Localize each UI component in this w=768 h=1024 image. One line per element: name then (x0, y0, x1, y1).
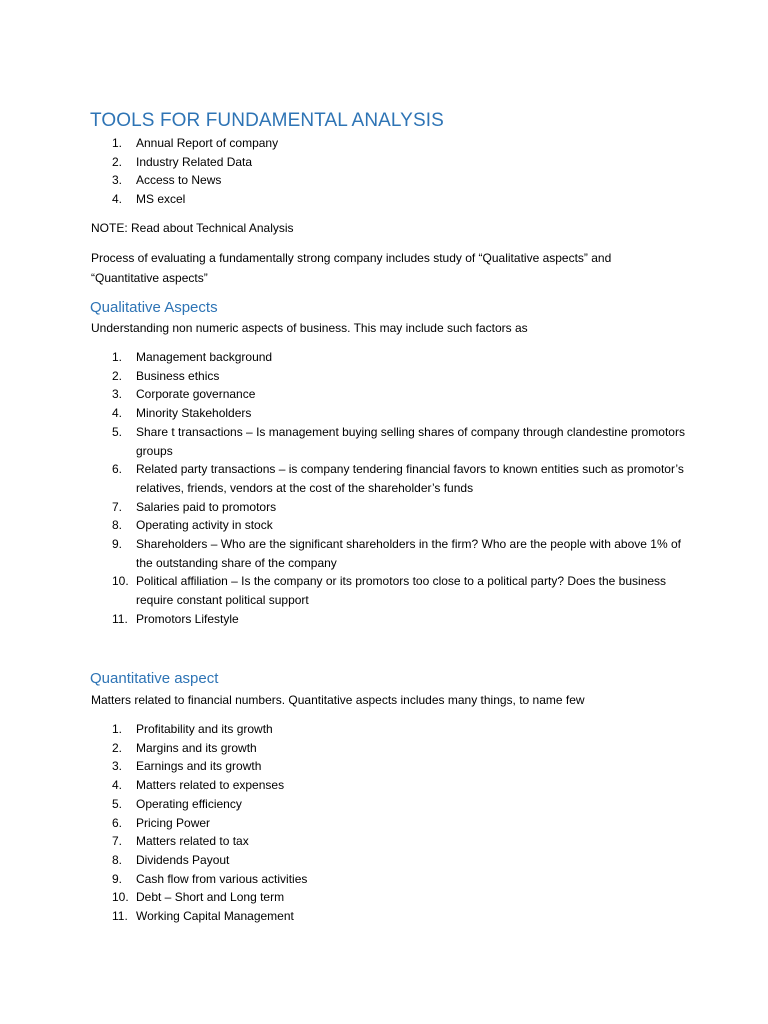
list-item: 5. Share t transactions – Is management buying selling shares of company through clandestine promotors groups (112, 424, 685, 458)
quantitative-list (112, 720, 692, 926)
page-title: TOOLS FOR FUNDAMENTAL ANALYSIS (90, 110, 444, 131)
list-item: 4. Minority Stakeholders (112, 406, 252, 421)
qualitative-list (112, 348, 692, 629)
list-item: 3. Earnings and its growth (112, 759, 262, 774)
list-item: 1. Profitability and its growth (112, 722, 273, 736)
list-item: 9. Shareholders – Who are the significant shareholders in the firm? Who are the people with above 1% of the outstanding share of the company (112, 537, 681, 570)
list-item: 3. Access to News (112, 173, 222, 188)
list-item: 9. Cash flow from various activities (112, 871, 308, 886)
list-item: 2. Margins and its growth (112, 740, 257, 755)
list-item: 6. Pricing Power (112, 815, 211, 830)
list-item: 8. Dividends Payout (112, 852, 230, 867)
list-item: 6. Related party transactions – is company tendering financial favors to known entities such as promotor’s relatives, friends, vendors at the cost of the shareholder’s funds (112, 462, 684, 495)
qualitative-heading: Qualitative Aspects (90, 299, 218, 316)
list-item: 10. Debt – Short and Long term (112, 890, 285, 905)
list-item: 2. Business ethics (112, 368, 220, 383)
list-item: 4. MS excel (112, 192, 186, 207)
quantitative-intro: Matters related to financial numbers. Quantitative aspects includes many things, to name few (91, 693, 585, 707)
list-item: 1. Management background (112, 350, 273, 364)
list-item: 7. Salaries paid to promotors (112, 499, 277, 514)
quantitative-heading: Quantitative aspect (90, 670, 219, 687)
list-item: 11. Promotors Lifestyle (112, 611, 239, 626)
list-item: 7. Matters related to tax (112, 834, 249, 849)
list-item: 3. Corporate governance (112, 387, 256, 402)
list-item: 4. Matters related to expenses (112, 778, 285, 793)
qualitative-intro: Understanding non numeric aspects of business. This may include such factors as (91, 321, 528, 335)
tools-list (112, 134, 692, 209)
list-item: 8. Operating activity in stock (112, 518, 273, 533)
list-item: 5. Operating efficiency (112, 796, 242, 811)
list-item: 2. Industry Related Data (112, 154, 253, 169)
list-item: 10. Political affiliation – Is the company or its promotors too close to a political party? Does the business require constant political support (112, 574, 667, 608)
list-item: 11. Working Capital Management (112, 909, 294, 924)
process-paragraph: Process of evaluating a fundamentally strong company includes study of “Qualitative aspects” and “Quantitative aspects” (91, 251, 612, 285)
note-paragraph: NOTE: Read about Technical Analysis (91, 221, 294, 235)
list-item: 1. Annual Report of company (112, 136, 279, 150)
